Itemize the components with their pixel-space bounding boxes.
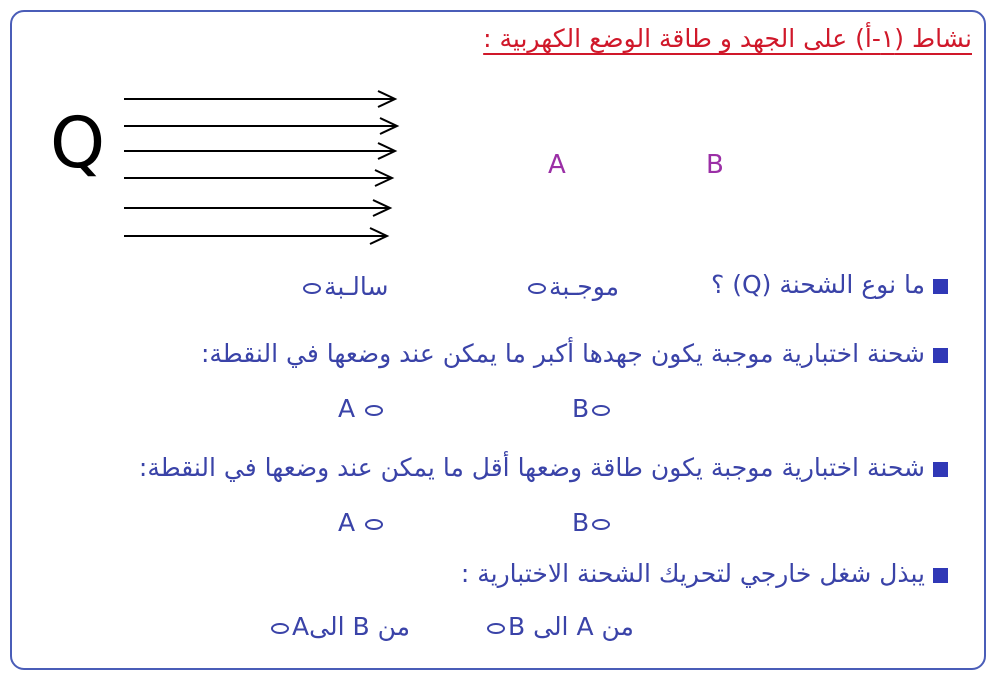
point-b-label: B xyxy=(706,150,724,180)
option-label: موجـبة xyxy=(549,272,620,301)
radio-circle-icon[interactable] xyxy=(365,519,383,530)
square-bullet-icon xyxy=(933,279,948,294)
square-bullet-icon xyxy=(933,462,948,477)
q1-option-positive[interactable] xyxy=(525,272,619,301)
q3-option-b[interactable] xyxy=(572,508,613,537)
question-1-text: ما نوع الشحنة (Q) ؟ xyxy=(710,270,925,299)
q4-option-a-to-b[interactable] xyxy=(484,612,634,641)
radio-circle-icon[interactable] xyxy=(271,623,289,634)
question-2-text: شحنة اختبارية موجبة يكون جهدها أكبر ما يمكن عند وضعها في النقطة: xyxy=(200,339,925,368)
square-bullet-icon xyxy=(933,348,948,363)
q2-option-b[interactable] xyxy=(572,394,613,423)
option-label: B xyxy=(572,508,590,537)
charge-label: Q xyxy=(50,102,106,184)
radio-circle-icon[interactable] xyxy=(303,283,321,294)
q4-option-b-to-a[interactable] xyxy=(268,612,410,641)
question-4-text: يبذل شغل خارجي لتحريك الشحنة الاختبارية : xyxy=(460,559,925,588)
radio-circle-icon[interactable] xyxy=(592,519,610,530)
option-label: من B الىA xyxy=(292,612,410,641)
q2-option-a[interactable] xyxy=(338,394,386,423)
square-bullet-icon xyxy=(933,568,948,583)
radio-circle-icon[interactable] xyxy=(487,623,505,634)
option-label: من A الى B xyxy=(508,612,634,641)
q3-option-a[interactable] xyxy=(338,508,386,537)
question-1 xyxy=(711,270,948,299)
q1-option-negative[interactable] xyxy=(300,272,388,301)
activity-title: نشاط (١-أ) على الجهد و طاقة الوضع الكهربية : xyxy=(483,24,972,53)
question-2 xyxy=(201,339,948,368)
option-label: سالـبة xyxy=(324,272,389,301)
point-a-label: A xyxy=(548,150,566,180)
option-label: B xyxy=(572,394,590,423)
question-3-text: شحنة اختبارية موجبة يكون طاقة وضعها أقل ما يمكن عند وضعها في النقطة: xyxy=(138,453,925,482)
question-4 xyxy=(461,559,948,588)
radio-circle-icon[interactable] xyxy=(365,405,383,416)
question-3 xyxy=(139,453,948,482)
option-label: A xyxy=(338,508,356,537)
radio-circle-icon[interactable] xyxy=(528,283,546,294)
option-label: A xyxy=(338,394,356,423)
radio-circle-icon[interactable] xyxy=(592,405,610,416)
